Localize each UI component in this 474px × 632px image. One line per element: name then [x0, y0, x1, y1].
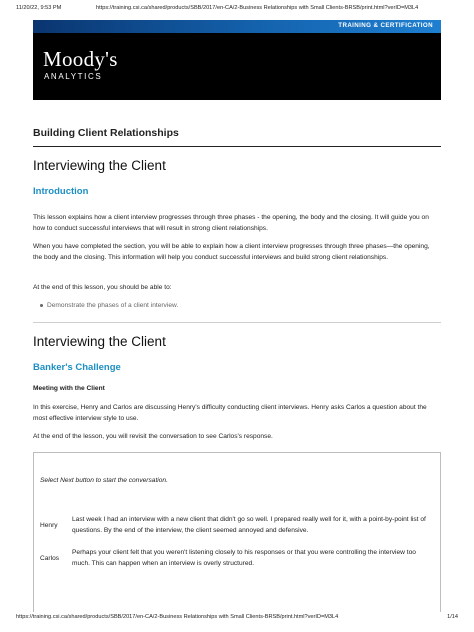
subtitle-introduction: Introduction — [33, 186, 89, 197]
footer-url: https://training.csi.ca/shared/products/SBB/2017/en-CA/2-Business Relationships with Small Clients-BRSB/print.html?verID=M3L4 — [16, 614, 339, 620]
carlos-speech: Perhaps your client felt that you weren't listening closely to his responses or that you were controlling the interview too much. This can happen when an interview is overly structured. — [72, 549, 416, 567]
intro-paragraph-1: This lesson explains how a client interview progresses through three phases - the opening, the body and the closing. It will guide you on how to conduct successful interviews that will result in strong client relationships. — [33, 214, 429, 232]
training-certification-label: TRAINING & CERTIFICATION — [338, 22, 433, 29]
print-footer — [0, 612, 474, 624]
section-title-intro: Interviewing the Client — [33, 158, 166, 173]
title-divider — [33, 146, 441, 147]
module-title: Building Client Relationships — [33, 127, 179, 139]
bullet-icon — [40, 304, 43, 307]
section-divider — [33, 322, 441, 323]
speaker-carlos: Carlos — [40, 555, 60, 562]
subtitle-bankers-challenge: Banker's Challenge — [33, 362, 121, 373]
challenge-paragraph-1: In this exercise, Henry and Carlos are discussing Henry's difficulty conducting client interviews. Henry asks Carlos a question about the most effective interview style to use. — [33, 404, 427, 422]
challenge-paragraph-2: At the end of the lesson, you will revisit the conversation to see Carlos's response. — [33, 433, 273, 440]
analytics-logo-text: ANALYTICS — [44, 72, 103, 81]
speaker-henry: Henry — [40, 522, 58, 529]
conversation-instruction: Select Next button to start the conversation. — [40, 477, 168, 484]
meeting-label: Meeting with the Client — [33, 385, 105, 392]
print-url: https://training.csi.ca/shared/products/SBB/2017/en-CA/2-Business Relationships with Small Clients-BRSB/print.html?verID=M3L4 — [96, 5, 419, 11]
print-date: 11/20/22, 9:53 PM — [16, 5, 62, 11]
moodys-logo: Moody's — [43, 47, 118, 71]
henry-speech: Last week I had an interview with a new client that didn't go so well. I prepared really well for it, with a point-by-point list of questions. By the end of the interview, the client seemed annoyed and defensive. — [72, 516, 426, 534]
section-title-challenge: Interviewing the Client — [33, 334, 166, 349]
intro-paragraph-2: When you have completed the section, you will be able to explain how a client interview progresses through three phases—the opening, the body and the closing. This information will help you conduct successful interviews and build strong client relationships. — [33, 243, 430, 261]
page-number: 1/14 — [447, 614, 458, 620]
moodys-banner — [33, 20, 441, 100]
objective-text: Demonstrate the phases of a client interview. — [47, 302, 179, 309]
print-header — [0, 0, 474, 14]
intro-paragraph-3: At the end of this lesson, you should be able to: — [33, 284, 172, 291]
objective-list-item — [40, 302, 178, 309]
